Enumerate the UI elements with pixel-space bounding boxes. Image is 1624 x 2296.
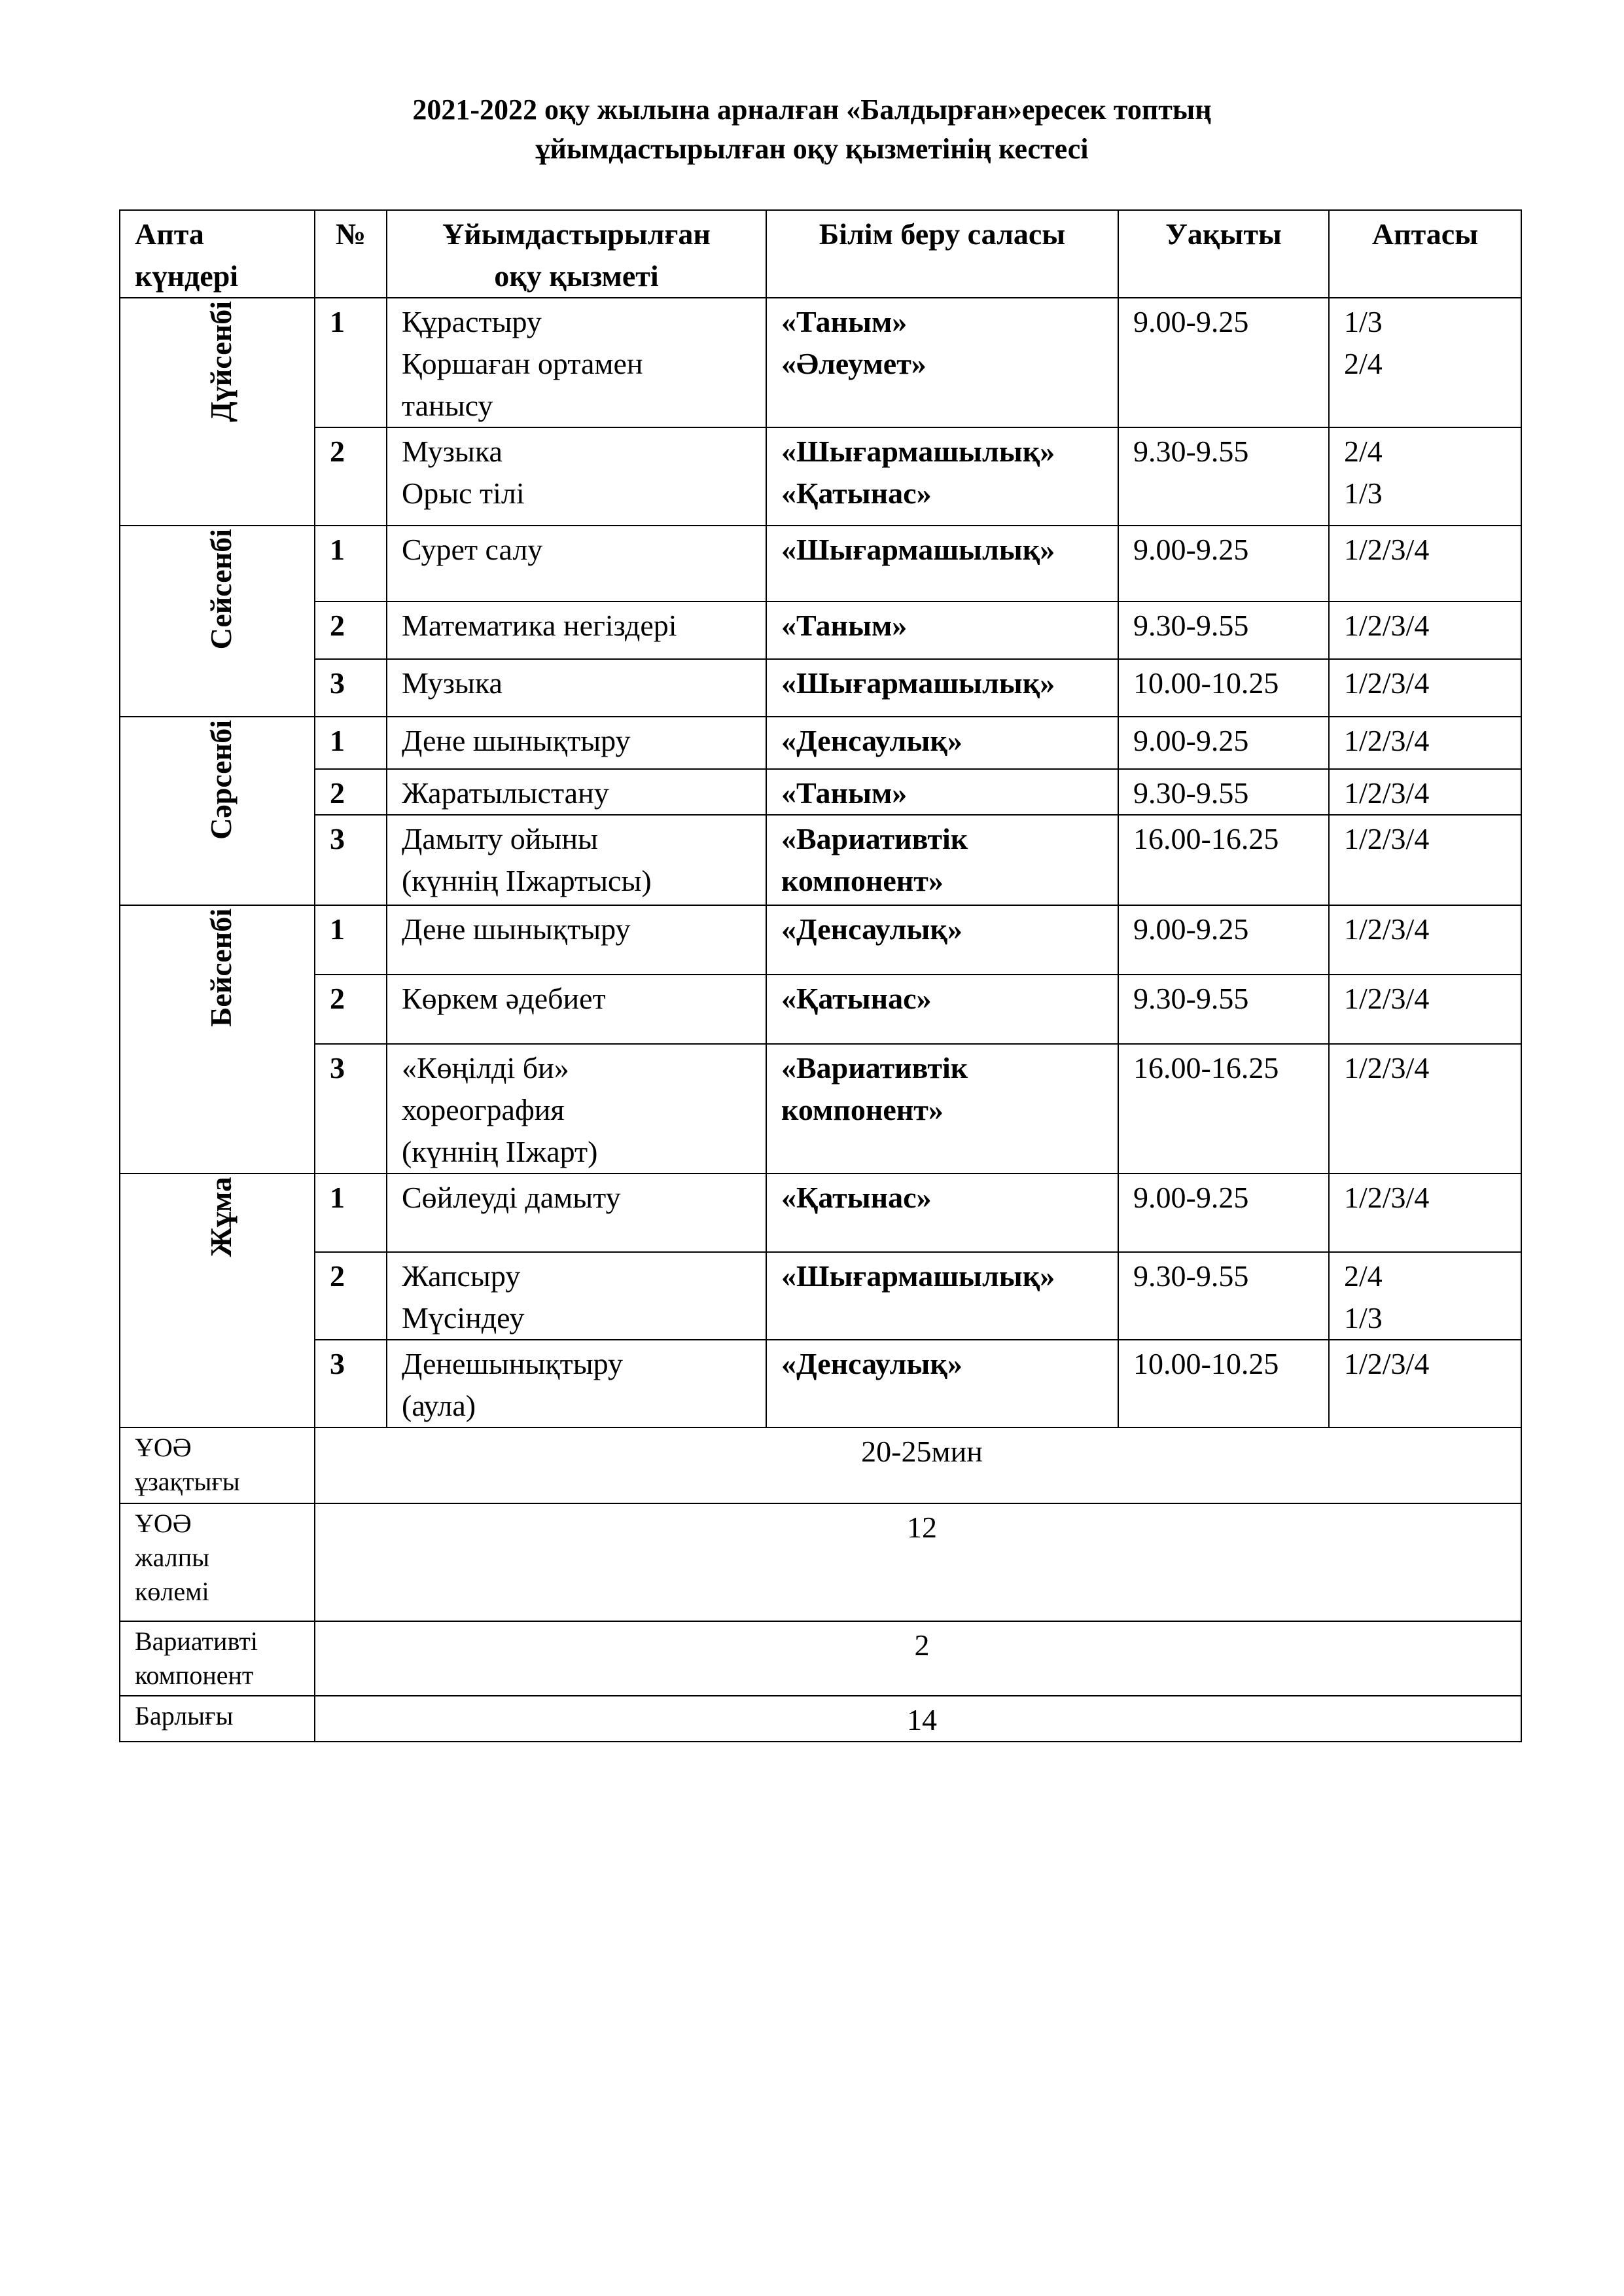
area-cell: «Денсаулық» (766, 717, 1118, 769)
weeks-cell: 1/2/3/4 (1329, 815, 1521, 905)
activity-cell: Көркем әдебиет (387, 975, 766, 1044)
summary-label: ҰОӘ ұзақтығы (120, 1427, 315, 1503)
table-row (120, 298, 1521, 427)
area-cell: «Қатынас» (766, 975, 1118, 1044)
time-cell: 16.00-16.25 (1118, 1044, 1329, 1174)
activity-cell: Сөйлеуді дамыту (387, 1174, 766, 1252)
summary-value: 20-25мин (315, 1427, 1521, 1503)
row-number: 3 (315, 1340, 387, 1427)
row-number: 2 (315, 1252, 387, 1340)
time-cell: 9.30-9.55 (1118, 975, 1329, 1044)
time-cell: 9.00-9.25 (1118, 298, 1329, 427)
area-cell: «Таным» «Әлеумет» (766, 298, 1118, 427)
weeks-cell: 1/2/3/4 (1329, 905, 1521, 975)
table-row (120, 717, 1521, 769)
day-name: Сейсенбі (204, 529, 238, 650)
row-number: 3 (315, 1044, 387, 1174)
row-number: 1 (315, 298, 387, 427)
table-row (120, 1252, 1521, 1340)
header-weeks: Аптасы (1329, 210, 1521, 298)
weeks-cell: 1/2/3/4 (1329, 717, 1521, 769)
table-row (120, 427, 1521, 526)
table-row (120, 769, 1521, 815)
time-cell: 10.00-10.25 (1118, 1340, 1329, 1427)
summary-row (120, 1696, 1521, 1742)
activity-cell: Дамыту ойыны (күннің ІІжартысы) (387, 815, 766, 905)
header-area: Білім беру саласы (766, 210, 1118, 298)
area-cell: «Қатынас» (766, 1174, 1118, 1252)
day-name: Сәрсенбі (204, 720, 238, 840)
table-row (120, 975, 1521, 1044)
weeks-cell: 1/2/3/4 (1329, 601, 1521, 659)
time-cell: 9.00-9.25 (1118, 717, 1329, 769)
table-row (120, 659, 1521, 717)
time-cell: 9.00-9.25 (1118, 526, 1329, 601)
activity-cell: Дене шынықтыру (387, 905, 766, 975)
activity-cell: Музыка Орыс тілі (387, 427, 766, 526)
day-cell (120, 905, 315, 1174)
row-number: 1 (315, 526, 387, 601)
page-title (0, 90, 1624, 169)
activity-cell: Музыка (387, 659, 766, 717)
summary-row (120, 1621, 1521, 1696)
activity-cell: «Көңілді би» хореография (күннің ІІжарт) (387, 1044, 766, 1174)
area-cell: «Денсаулық» (766, 1340, 1118, 1427)
time-cell: 9.00-9.25 (1118, 905, 1329, 975)
header-activity: Ұйымдастырылған оқу қызметі (387, 210, 766, 298)
weeks-cell: 1/2/3/4 (1329, 1044, 1521, 1174)
weeks-cell: 1/2/3/4 (1329, 1174, 1521, 1252)
row-number: 1 (315, 905, 387, 975)
table-row (120, 1174, 1521, 1252)
summary-value: 12 (315, 1503, 1521, 1621)
header-time: Уақыты (1118, 210, 1329, 298)
row-number: 2 (315, 427, 387, 526)
weeks-cell: 1/2/3/4 (1329, 526, 1521, 601)
weeks-cell: 1/2/3/4 (1329, 1340, 1521, 1427)
table-row (120, 1044, 1521, 1174)
area-cell: «Шығармашылық» (766, 1252, 1118, 1340)
time-cell: 10.00-10.25 (1118, 659, 1329, 717)
table-row (120, 1340, 1521, 1427)
activity-cell: Жаратылыстану (387, 769, 766, 815)
time-cell: 9.00-9.25 (1118, 1174, 1329, 1252)
table-row (120, 526, 1521, 601)
row-number: 3 (315, 815, 387, 905)
time-cell: 9.30-9.55 (1118, 769, 1329, 815)
row-number: 2 (315, 601, 387, 659)
activity-cell: Сурет салу (387, 526, 766, 601)
activity-cell: Денешынықтыру (аула) (387, 1340, 766, 1427)
row-number: 1 (315, 717, 387, 769)
weeks-cell: 2/4 1/3 (1329, 1252, 1521, 1340)
summary-row (120, 1427, 1521, 1503)
area-cell: «Таным» (766, 769, 1118, 815)
schedule-table (119, 209, 1522, 1742)
weeks-cell: 1/2/3/4 (1329, 975, 1521, 1044)
area-cell: «Денсаулық» (766, 905, 1118, 975)
summary-value: 14 (315, 1696, 1521, 1742)
time-cell: 16.00-16.25 (1118, 815, 1329, 905)
activity-cell: Математика негіздері (387, 601, 766, 659)
summary-label: Вариативті компонент (120, 1621, 315, 1696)
area-cell: «Шығармашылық» «Қатынас» (766, 427, 1118, 526)
area-cell: «Вариативтік компонент» (766, 815, 1118, 905)
day-cell (120, 717, 315, 905)
header-number: № (315, 210, 387, 298)
row-number: 3 (315, 659, 387, 717)
day-cell (120, 526, 315, 717)
activity-cell: Құрастыру Қоршаған ортамен танысу (387, 298, 766, 427)
header-row (120, 210, 1521, 298)
time-cell: 9.30-9.55 (1118, 601, 1329, 659)
row-number: 1 (315, 1174, 387, 1252)
weeks-cell: 2/4 1/3 (1329, 427, 1521, 526)
day-name: Дүйсенбі (204, 301, 238, 422)
row-number: 2 (315, 769, 387, 815)
title-line-1: 2021-2022 оқу жылына арналған «Балдырған»ересек топтың (412, 94, 1212, 126)
area-cell: «Шығармашылық» (766, 659, 1118, 717)
summary-row (120, 1503, 1521, 1621)
time-cell: 9.30-9.55 (1118, 1252, 1329, 1340)
day-cell (120, 298, 315, 526)
day-name: Бейсенбі (204, 908, 238, 1028)
schedule-body (120, 298, 1521, 1742)
activity-cell: Жапсыру Мүсіндеу (387, 1252, 766, 1340)
day-name: Жұма (204, 1177, 238, 1257)
summary-label: Барлығы (120, 1696, 315, 1742)
table-row (120, 815, 1521, 905)
weeks-cell: 1/3 2/4 (1329, 298, 1521, 427)
day-cell (120, 1174, 315, 1427)
title-line-2: ұйымдастырылған оқу қызметінің кестесі (535, 133, 1089, 165)
area-cell: «Шығармашылық» (766, 526, 1118, 601)
weeks-cell: 1/2/3/4 (1329, 769, 1521, 815)
activity-cell: Дене шынықтыру (387, 717, 766, 769)
table-row (120, 601, 1521, 659)
area-cell: «Вариативтік компонент» (766, 1044, 1118, 1174)
area-cell: «Таным» (766, 601, 1118, 659)
weeks-cell: 1/2/3/4 (1329, 659, 1521, 717)
header-day: Апта күндері (120, 210, 315, 298)
summary-label: ҰОӘ жалпы көлемі (120, 1503, 315, 1621)
summary-value: 2 (315, 1621, 1521, 1696)
time-cell: 9.30-9.55 (1118, 427, 1329, 526)
row-number: 2 (315, 975, 387, 1044)
table-row (120, 905, 1521, 975)
